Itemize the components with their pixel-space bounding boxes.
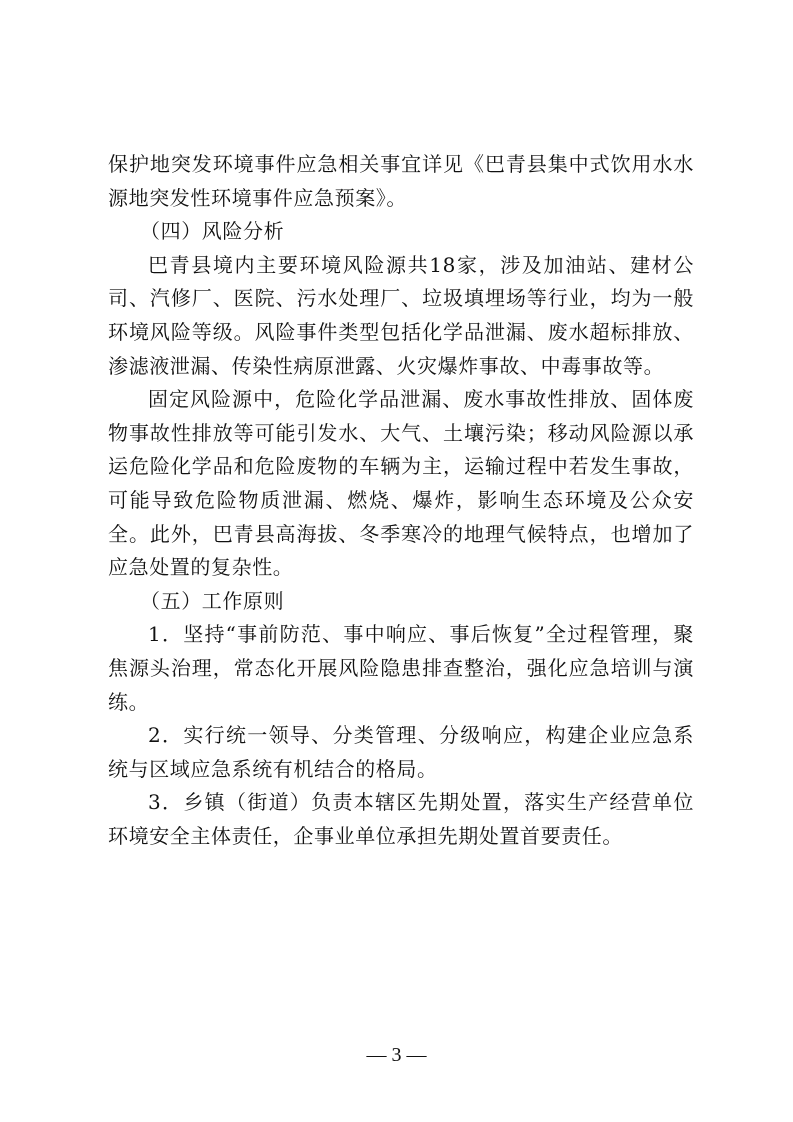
principle-item-1: 1．坚持“事前防范、事中响应、事后恢复”全过程管理，聚焦源头治理，常态化开展风险隐患排查整治，强化应急培训与演练。 [108,622,694,714]
section-heading-risk-analysis: （四）风险分析 [140,219,285,244]
principle-item-2: 2．实行统一领导、分类管理、分级响应，构建企业应急系统与区域应急系统有机结合的格局。 [108,723,694,781]
paragraph-risk-sources: 巴青县境内主要环境风险源共18家，涉及加油站、建材公司、汽修厂、医院、污水处理厂、垃圾填埋场等行业，均为一般环境风险等级。风险事件类型包括化学品泄漏、废水超标排放、渗滤液泄漏、传染性病原泄露、火灾爆炸事故、中毒事故等。 [108,252,694,378]
section-heading-work-principles: （五）工作原则 [140,588,285,613]
document-body [108,148,694,853]
principle-item-3: 3．乡镇（街道）负责本辖区先期处置，落实生产经营单位环境安全主体责任，企事业单位承担先期处置首要责任。 [108,790,694,848]
page-number: — 3 — [366,1044,427,1066]
paragraph-fixed-mobile-risk: 固定风险源中，危险化学品泄漏、废水事故性排放、固体废物事故性排放等可能引发水、大气、土壤污染；移动风险源以承运危险化学品和危险废物的车辆为主，运输过程中若发生事故，可能导致危险物质泄漏、燃烧、爆炸，影响生态环境及公众安全。此外，巴青县高海拔、冬季寒冷的地理气候特点，也增加了应急处置的复杂性。 [108,387,694,580]
paragraph-continued: 保护地突发环境事件应急相关事宜详见《巴青县集中式饮用水水源地突发性环境事件应急预案》。 [108,152,694,210]
